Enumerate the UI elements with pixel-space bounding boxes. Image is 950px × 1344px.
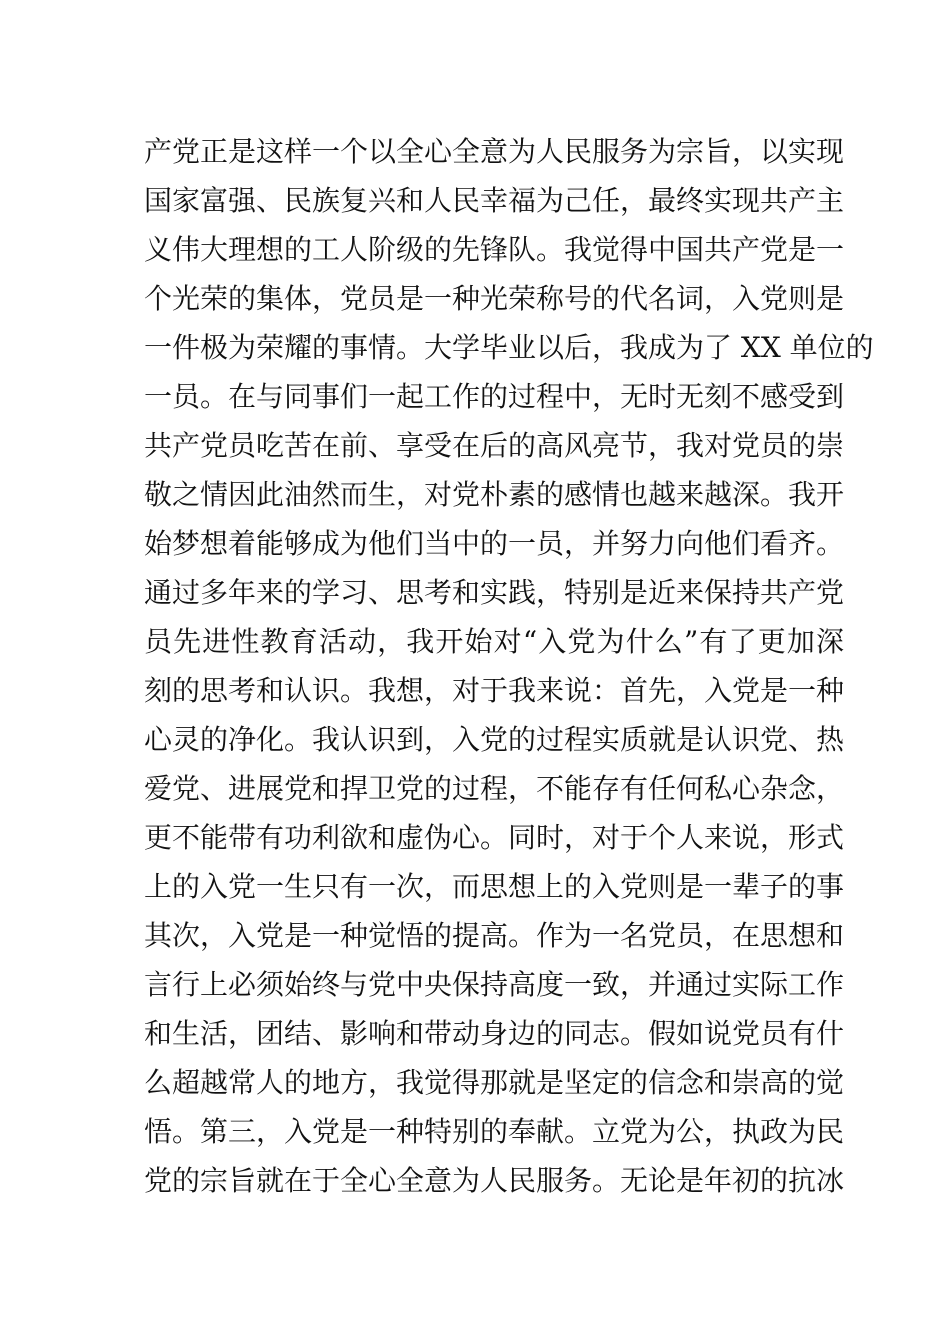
- text-line: 言行上必须始终与党中央保持高度一致，并通过实际工作: [144, 968, 845, 1001]
- text-line: 么超越常人的地方，我觉得那就是坚定的信念和崇高的觉: [144, 1066, 845, 1099]
- text-line: 刻的思考和认识。我想，对于我来说：首先，入党是一种: [144, 674, 845, 707]
- text-line: 更不能带有功利欲和虚伪心。同时，对于个人来说，形式: [144, 821, 845, 854]
- text-line: 和生活，团结、影响和带动身边的同志。假如说党员有什: [144, 1017, 845, 1050]
- text-line: 敬之情因此油然而生，对党朴素的感情也越来越深。我开: [144, 478, 845, 511]
- text-line: 一员。在与同事们一起工作的过程中，无时无刻不感受到: [144, 380, 845, 413]
- text-line: 通过多年来的学习、思考和实践，特别是近来保持共产党: [144, 576, 845, 609]
- text-line: 上的入党一生只有一次，而思想上的入党则是一辈子的事: [144, 870, 845, 903]
- text-line: 产党正是这样一个以全心全意为人民服务为宗旨，以实现: [144, 135, 845, 168]
- body-text: [144, 127, 874, 1205]
- text-line: 国家富强、民族复兴和人民幸福为己任，最终实现共产主: [144, 184, 845, 217]
- text-line: 共产党员吃苦在前、享受在后的高风亮节，我对党员的崇: [144, 429, 845, 462]
- text-line: 悟。第三，入党是一种特别的奉献。立党为公，执政为民: [144, 1115, 845, 1148]
- text-line: 党的宗旨就在于全心全意为人民服务。无论是年初的抗冰: [144, 1164, 845, 1197]
- text-line: 员先进性教育活动，我开始对“入党为什么”有了更加深: [144, 625, 844, 658]
- text-line: 其次，入党是一种觉悟的提高。作为一名党员，在思想和: [144, 919, 845, 952]
- text-line: 心灵的净化。我认识到，入党的过程实质就是认识党、热: [144, 723, 845, 756]
- text-line: 爱党、进展党和捍卫党的过程，不能存有任何私心杂念，: [144, 772, 845, 805]
- text-line: 义伟大理想的工人阶级的先锋队。我觉得中国共产党是一: [144, 233, 845, 266]
- text-line: 个光荣的集体，党员是一种光荣称号的代名词，入党则是: [144, 282, 845, 315]
- text-line: 一件极为荣耀的事情。大学毕业以后，我成为了 XX 单位的: [144, 331, 874, 364]
- text-line: 始梦想着能够成为他们当中的一员，并努力向他们看齐。: [144, 527, 845, 560]
